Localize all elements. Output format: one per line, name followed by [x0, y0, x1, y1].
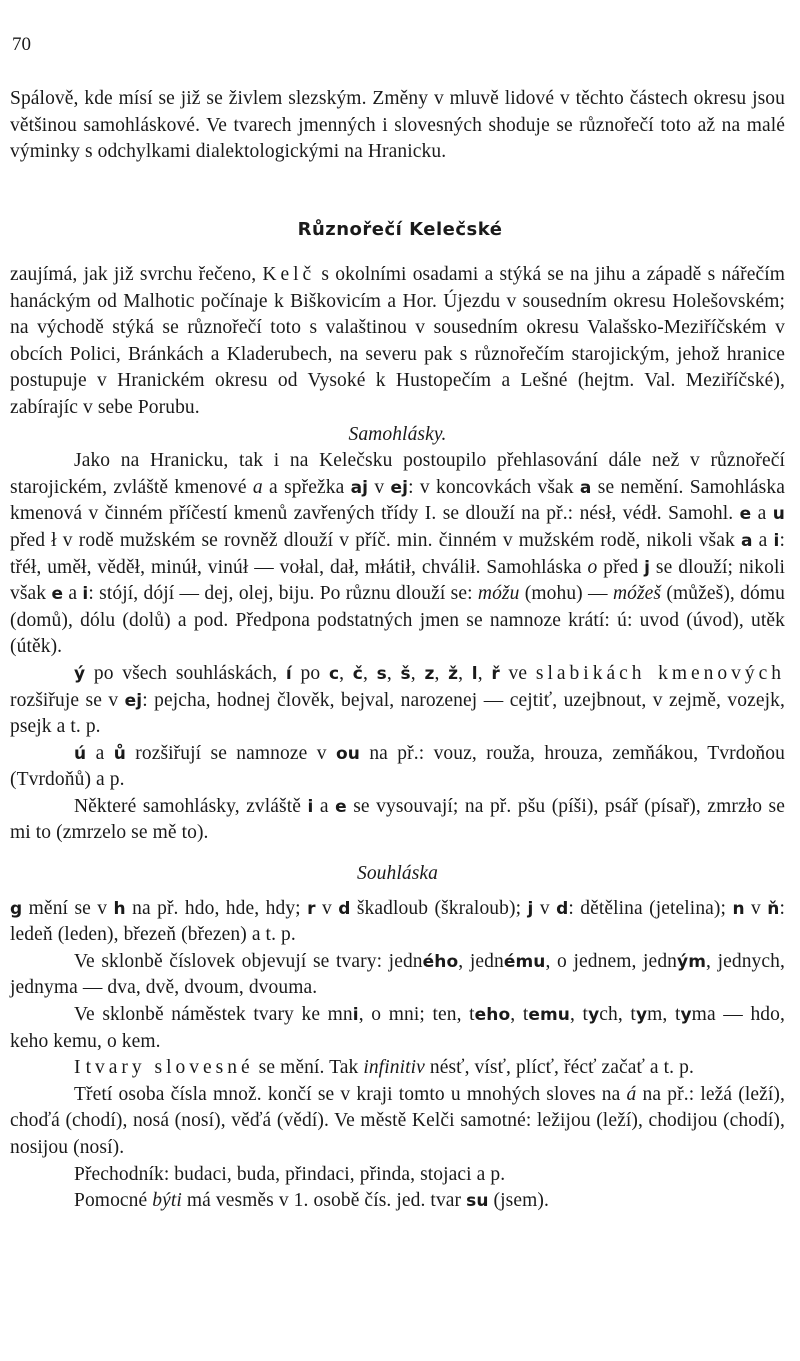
italic-letter: o	[587, 556, 598, 578]
text: ,	[362, 662, 377, 684]
bold-letter: ej	[124, 690, 143, 711]
paragraph-consonants-1	[10, 896, 785, 949]
text: na př.: ležá (leží), choďá (chodí), nosá (nosí), věďá (vědí). Ve městě Kelči samotné: ležijou (leží), chodijou (chodí), nosijou (nosí).	[10, 1083, 785, 1158]
text: Ve sklonbě náměstek tvary ke mn	[74, 1004, 353, 1026]
text: zaujímá, jak již svrchu řečeno,	[10, 264, 263, 285]
section-kelec-paragraph	[10, 262, 785, 422]
text: škadloub (škraloub);	[350, 897, 528, 919]
spaced-word: Kelč	[262, 264, 316, 285]
text: ,	[339, 662, 353, 684]
paragraph-consonants-5	[10, 1082, 785, 1162]
spaced-phrase: slabikách kmenových	[535, 662, 786, 684]
bold-letter: g	[10, 898, 23, 919]
text: a spřežka	[262, 476, 351, 498]
bold-letter: u	[772, 504, 785, 525]
text: , jedn	[458, 950, 504, 972]
text: (jsem).	[488, 1190, 549, 1212]
bold-letter: d	[556, 898, 569, 919]
page-number: 70	[12, 34, 31, 55]
bold-letter: ž	[448, 663, 459, 684]
bold-letter: i	[773, 530, 780, 551]
spaced-phrase: tvary slovesné	[85, 1057, 254, 1079]
paragraph-vowels-3	[10, 741, 785, 794]
text: v	[315, 897, 339, 919]
text: ,	[477, 662, 492, 684]
bold-ending: i	[352, 1005, 359, 1026]
bold-letter: n	[732, 898, 745, 919]
bold-letter: r	[307, 898, 316, 919]
paragraph-vowels-2	[10, 661, 785, 741]
text: se nemění. Samohláska kmenová v činném příčestí kmenů zavřených třídy I. se dlouží na př.: nésł, védł. Samohl.	[10, 476, 785, 525]
bold-letter: j	[644, 557, 651, 578]
bold-letter: i	[82, 584, 89, 605]
text: a	[752, 529, 774, 551]
text: po všech souhláskách,	[85, 662, 286, 684]
bold-letter: e	[51, 584, 64, 605]
text: před ł v rodě mužském se rovněž dlouží v příč. min. činném v mužském rodě, nikoli však	[10, 529, 741, 551]
text: se dlouží; nikoli však	[10, 556, 786, 605]
text: po	[291, 662, 329, 684]
bold-letter: ř	[491, 663, 500, 684]
text: Třetí osoba čísla množ. končí se v kraji tomto u mnohých sloves na	[74, 1083, 627, 1105]
italic-word: býti	[152, 1190, 182, 1212]
bold-letter: a	[740, 530, 753, 551]
italic-word: infinitiv	[363, 1057, 425, 1079]
text: Pomocné	[74, 1190, 153, 1212]
text: s okolními osadami a stýká se na jihu a západě s nářečím hanáckým od Malhotic počínaje k Biškovicím a Hor. Újezdu v sousedním okresu Holešovském; na východě stýká se různořečí toto s valaštinou v sousedním okresu Valašsko-Meziříčském v obcích Polici, Bránkách a Kladerubech, na severu pak s různořečím starojickým, jehož hranice postupuje v Hranickém okresu od Vysoké k Hustopečím a Lešné (hejtm. Val. Meziříčské), zabírajíc v sebe Porubu.	[10, 264, 785, 418]
bold-letter: ú	[74, 743, 87, 764]
text: m, t	[647, 1004, 681, 1026]
text: rozšiřuje se v	[10, 689, 125, 711]
text: má vesměs v 1. osobě čís. jed. tvar	[181, 1190, 467, 1212]
bold-letter: e	[335, 796, 347, 817]
text: a	[313, 795, 336, 817]
bold-letter: ň	[767, 898, 780, 919]
bold-ending: emu	[528, 1005, 570, 1026]
text: v	[533, 897, 557, 919]
bold-ending: ého	[422, 951, 459, 972]
section-heading: Různořečí Kelečské	[297, 219, 503, 240]
bold-letter: i	[307, 796, 314, 817]
bold-letter: c	[328, 663, 340, 684]
bold-letter: ej	[390, 477, 409, 498]
text: se mění. Tak	[253, 1057, 364, 1079]
bold-letter: su	[466, 1191, 489, 1212]
bold-ending: ému	[503, 951, 546, 972]
subheading-samohlasky: Samohlásky.	[348, 423, 447, 445]
italic-letter: a	[252, 476, 263, 498]
bold-letter: j	[527, 898, 534, 919]
intro-paragraph: Spálově, kde mísí se již se živlem slezským. Změny v mluvě lidové v těchto částech okresu jsou většinou samohláskové. Ve tvarech jmenných i slovesných shoduje se různořečí toto až na malé výminky s odchylkami dialektologickými na Hranicku.	[10, 88, 785, 163]
text: : třéł, uměł, věděł, minúł, vinúł — vołal, dał, młátił, chválił. Samohláska	[10, 529, 785, 578]
intro-paragraph-block	[10, 86, 785, 166]
text: ,	[386, 662, 401, 684]
bold-letter: a	[579, 477, 592, 498]
bold-letter: l	[471, 663, 478, 684]
bold-letter: č	[352, 663, 363, 684]
text: : v koncovkách však	[408, 476, 580, 498]
bold-letter: d	[338, 898, 351, 919]
text: ,	[458, 662, 472, 684]
text: , o jednem, jedn	[545, 950, 678, 972]
text: , t	[510, 1004, 529, 1026]
paragraph-consonants-2	[10, 949, 785, 1002]
text: (mohu) —	[519, 583, 613, 605]
paragraph-consonants-3	[10, 1002, 785, 1055]
paragraph-vowels-4	[10, 794, 785, 847]
text: v	[744, 897, 768, 919]
bold-letter: ou	[335, 743, 360, 764]
text: Ve sklonbě číslovek objevují se tvary: jedn	[74, 950, 423, 972]
bold-letter: š	[400, 663, 411, 684]
bold-letter: e	[739, 504, 752, 525]
italic-word: móžu	[477, 583, 520, 605]
text: , o mni; ten, t	[358, 1004, 475, 1026]
subheading-souhlaska: Souhláska	[356, 863, 439, 885]
text: ma — hdo, keho kemu, o kem.	[10, 1004, 785, 1052]
text: ,	[410, 662, 425, 684]
bold-letter: í	[285, 663, 292, 684]
bold-ending: y	[635, 1005, 648, 1026]
text: ,	[434, 662, 449, 684]
text: a	[63, 583, 83, 605]
paragraph-consonants-4	[10, 1055, 785, 1082]
text: I	[74, 1057, 86, 1079]
text: se vysouvají; na př. pšu (píši), psář (písař), zmrzło se mi to (zmrzelo se mě to).	[10, 795, 785, 844]
paragraph-consonants-6: Přechodník: budaci, buda, přindaci, přinda, stojaci a p.	[74, 1163, 506, 1185]
text: mění se v	[22, 897, 114, 919]
bold-ending: y	[588, 1005, 600, 1026]
bold-letter: aj	[350, 477, 369, 498]
text: Některé samohlásky, zvláště	[74, 795, 308, 817]
text: nésť, vísť, plícť, řécť začať a t. p.	[424, 1057, 694, 1079]
text: : pejcha, hodnej člověk, bejval, narozenej — cejtiť, uzejbnout, v zejmě, vozejk, psejk a t. p.	[10, 689, 785, 738]
text: (můžeš), dómu (domů), dólu (dolů) a pod. Předpona podstatných jmen se namnoze krátí: ú: uvod (úvod), utěk (útěk).	[10, 583, 785, 658]
text: ve	[499, 662, 536, 684]
text: před	[597, 556, 645, 578]
italic-letter: á	[626, 1083, 637, 1105]
text: : ledeň (leden), březeň (březen) a t. p.	[10, 897, 785, 946]
text: : dětělina (jetelina);	[568, 897, 733, 919]
bold-letter: h	[113, 898, 126, 919]
text: a	[86, 742, 114, 764]
bold-letter: s	[376, 663, 387, 684]
bold-ending: ým	[677, 951, 707, 972]
text: na př.: vouz, rouža, hrouza, zemňákou, Tvrdoňou (Tvrdoňů) a p.	[10, 742, 785, 791]
bold-ending: y	[680, 1005, 692, 1026]
bold-ending: eho	[474, 1005, 511, 1026]
text: rozšiřují se namnoze v	[125, 742, 336, 764]
text: v	[368, 476, 391, 498]
section-kelec-body	[10, 262, 785, 1215]
paragraph-vowels-1	[10, 448, 785, 661]
paragraph-consonants-7	[10, 1188, 785, 1215]
text: : stójí, dójí — dej, olej, biju. Po různu dlouží se:	[88, 583, 478, 605]
text: , t	[570, 1004, 589, 1026]
italic-word: móžeš	[612, 583, 662, 605]
text: na př. hdo, hde, hdy;	[125, 897, 308, 919]
bold-letter: ý	[74, 663, 86, 684]
text: a	[751, 503, 773, 525]
text: , jednych, jednyma — dva, dvě, dvoum, dvouma.	[10, 950, 785, 999]
bold-letter: z	[424, 663, 435, 684]
text: Jako na Hranicku, tak i na Kelečsku postoupilo přehlasování dále než v různořečí starojickém, zvláště kmenové	[10, 450, 785, 498]
text: ch, t	[599, 1004, 636, 1026]
bold-letter: ů	[113, 743, 126, 764]
